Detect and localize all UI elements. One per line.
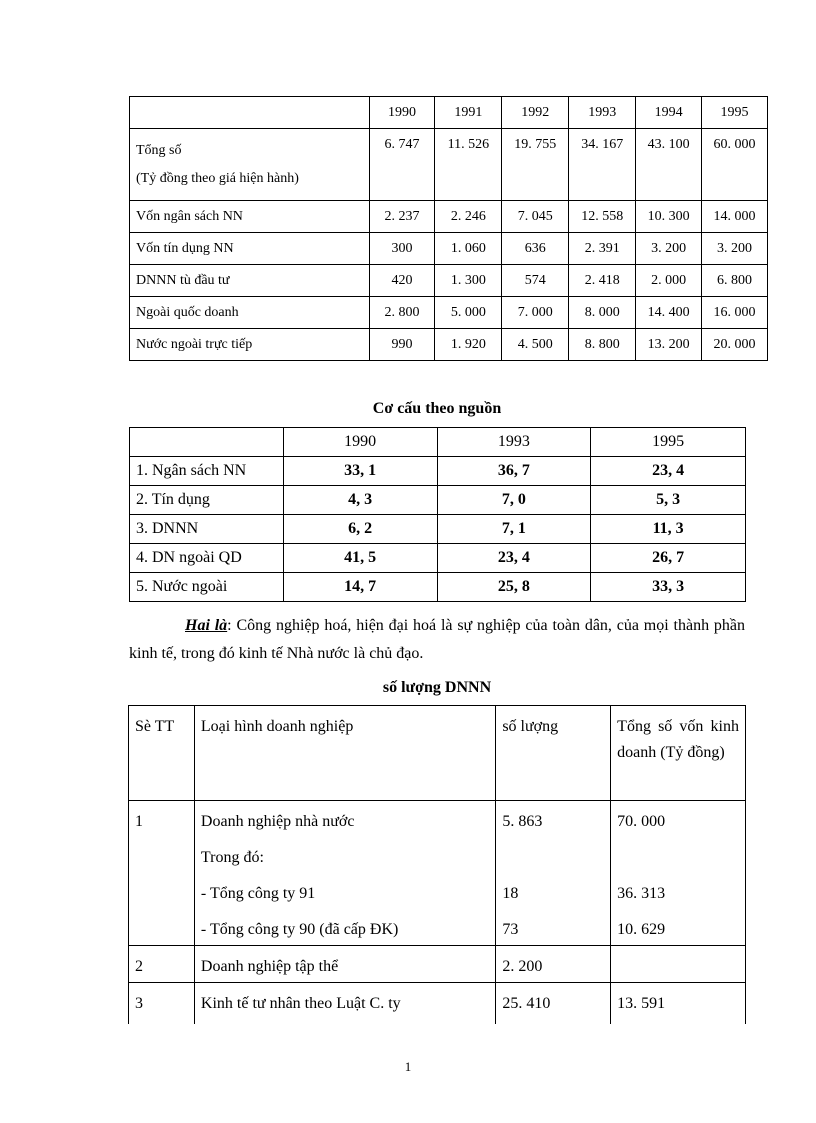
- table-row: [130, 265, 768, 297]
- table-row: [130, 233, 768, 265]
- table-cell: 16. 000: [702, 297, 768, 329]
- year-header: 1991: [435, 97, 502, 129]
- table-cell: 26, 7: [591, 544, 746, 573]
- table-header-row: [130, 97, 768, 129]
- table-cell: 41, 5: [283, 544, 437, 573]
- table-row: [129, 946, 746, 983]
- enterprise-subnote: Trong đó:: [200, 849, 264, 866]
- table-cell: 4, 3: [283, 486, 437, 515]
- year-header: 1995: [702, 97, 768, 129]
- dnnn-count-table: [128, 705, 746, 1024]
- capital-value: 36. 313: [617, 885, 666, 902]
- table-row: [130, 129, 768, 201]
- table-cell: 23, 4: [591, 457, 746, 486]
- table-row: [130, 329, 768, 361]
- table-cell: 10. 300: [636, 201, 702, 233]
- table-cell: 990: [369, 329, 435, 361]
- table-cell: 1. 920: [435, 329, 502, 361]
- row-label: Nước ngoài trực tiếp: [130, 329, 370, 361]
- table-row: [130, 486, 746, 515]
- table-cell: 14. 000: [702, 201, 768, 233]
- table-cell: 20. 000: [702, 329, 768, 361]
- table-cell: 60. 000: [702, 129, 768, 201]
- table-row: [130, 515, 746, 544]
- table-cell: 7, 1: [437, 515, 591, 544]
- row-label: [130, 129, 370, 201]
- column-header: Tổng số vốn kinh doanh (Tỷ đồng): [611, 706, 746, 801]
- table-cell: 11. 526: [435, 129, 502, 201]
- table-cell: 2. 800: [369, 297, 435, 329]
- table-cell: 3: [129, 983, 195, 1025]
- quantity-value: 18: [502, 885, 519, 902]
- table-cell: [130, 97, 370, 129]
- year-header: 1990: [369, 97, 435, 129]
- table-cell: 25, 8: [437, 573, 591, 602]
- table-cell: 1: [129, 801, 195, 946]
- year-header: 1994: [636, 97, 702, 129]
- table-cell: 4. 500: [502, 329, 569, 361]
- table-cell: 36, 7: [437, 457, 591, 486]
- table-header-row: [129, 706, 746, 801]
- table-row: [130, 573, 746, 602]
- quantity-value: 73: [502, 921, 519, 938]
- table-cell: 12. 558: [569, 201, 636, 233]
- table-cell: 2. 237: [369, 201, 435, 233]
- table-cell: 33, 1: [283, 457, 437, 486]
- quantity-spacer: [502, 845, 604, 871]
- table-cell: 14. 400: [636, 297, 702, 329]
- year-header: 1992: [502, 97, 569, 129]
- table-row: [130, 201, 768, 233]
- row-label: Vốn tín dụng NN: [130, 233, 370, 265]
- year-header: 1993: [437, 428, 591, 457]
- table-cell: 5. 000: [435, 297, 502, 329]
- table-cell: 2. 200: [496, 946, 611, 983]
- table-cell: [611, 946, 746, 983]
- capital-spacer: [617, 845, 739, 871]
- table-row: [129, 801, 746, 946]
- table-row: [129, 983, 746, 1025]
- year-header: 1990: [283, 428, 437, 457]
- row-label-main: Tổng số: [136, 142, 182, 158]
- structure-table: [129, 427, 746, 602]
- body-paragraph: [129, 612, 745, 668]
- capital-value: 70. 000: [617, 813, 666, 830]
- table-cell: 2. 000: [636, 265, 702, 297]
- enterprise-subtype: - Tổng công ty 90 (đã cấp ĐK): [200, 921, 399, 938]
- table-cell: 13. 200: [636, 329, 702, 361]
- enterprise-subtype: - Tổng công ty 91: [200, 885, 316, 902]
- table-cell: 300: [369, 233, 435, 265]
- row-label: 4. DN ngoài QD: [130, 544, 284, 573]
- row-label: 3. DNNN: [130, 515, 284, 544]
- table-cell: [130, 428, 284, 457]
- table-cell: [611, 801, 746, 946]
- row-label: 2. Tín dụng: [130, 486, 284, 515]
- table-cell: 7. 000: [502, 297, 569, 329]
- table-cell: 7. 045: [502, 201, 569, 233]
- table-row: [130, 297, 768, 329]
- table-cell: 2. 418: [569, 265, 636, 297]
- year-header: 1993: [569, 97, 636, 129]
- table-cell: 34. 167: [569, 129, 636, 201]
- table-cell: 8. 800: [569, 329, 636, 361]
- page-number: 1: [404, 1059, 412, 1074]
- table-header-row: [130, 428, 746, 457]
- table-cell: 2. 391: [569, 233, 636, 265]
- quantity-value: 5. 863: [502, 813, 543, 830]
- table-cell: 2: [129, 946, 195, 983]
- table-cell: 1. 300: [435, 265, 502, 297]
- row-label-note: (Tỷ đồng theo giá hiện hành): [136, 170, 299, 186]
- enterprise-type: Doanh nghiệp nhà nước: [200, 813, 355, 830]
- table-row: [130, 457, 746, 486]
- capital-value: 10. 629: [617, 921, 666, 938]
- table-cell: 8. 000: [569, 297, 636, 329]
- table-cell: 19. 755: [502, 129, 569, 201]
- table-cell: 420: [369, 265, 435, 297]
- table-cell: 43. 100: [636, 129, 702, 201]
- column-header: Sè TT: [129, 706, 195, 801]
- table-row: [130, 544, 746, 573]
- row-label: DNNN tù đầu tư: [130, 265, 370, 297]
- table-cell: 25. 410: [496, 983, 611, 1025]
- table-cell: 23, 4: [437, 544, 591, 573]
- table-cell: 13. 591: [611, 983, 746, 1025]
- table-cell: 7, 0: [437, 486, 591, 515]
- table-cell: 3. 200: [636, 233, 702, 265]
- table-cell: [496, 801, 611, 946]
- table-cell: 3. 200: [702, 233, 768, 265]
- row-label: 1. Ngân sách NN: [130, 457, 284, 486]
- dnnn-table-title: số lượng DNNN: [382, 679, 492, 696]
- year-header: 1995: [591, 428, 746, 457]
- table-cell: 2. 246: [435, 201, 502, 233]
- paragraph-lead: Hai là: [185, 617, 228, 634]
- table-cell: 11, 3: [591, 515, 746, 544]
- table-cell: 6. 747: [369, 129, 435, 201]
- table-cell: 6, 2: [283, 515, 437, 544]
- table-cell: Doanh nghiệp tập thể: [194, 946, 495, 983]
- row-label: Vốn ngân sách NN: [130, 201, 370, 233]
- table-cell: 574: [502, 265, 569, 297]
- row-label: Ngoài quốc doanh: [130, 297, 370, 329]
- table-cell: 14, 7: [283, 573, 437, 602]
- row-label: 5. Nước ngoài: [130, 573, 284, 602]
- table-cell: 6. 800: [702, 265, 768, 297]
- investment-table: [129, 96, 768, 361]
- table-cell: [194, 801, 495, 946]
- paragraph-text: : Công nghiệp hoá, hiện đại hoá là sự nghiệp của toàn dân, của mọi thành phần kinh tế, trong đó kinh tế Nhà nước là chủ đạo.: [129, 617, 745, 662]
- table-cell: 636: [502, 233, 569, 265]
- table-cell: 5, 3: [591, 486, 746, 515]
- column-header: Loại hình doanh nghiệp: [194, 706, 495, 801]
- table-cell: Kinh tế tư nhân theo Luật C. ty: [194, 983, 495, 1025]
- table-cell: 33, 3: [591, 573, 746, 602]
- table-cell: 1. 060: [435, 233, 502, 265]
- structure-table-title: Cơ cấu theo nguồn: [372, 400, 502, 417]
- column-header: số lượng: [496, 706, 611, 801]
